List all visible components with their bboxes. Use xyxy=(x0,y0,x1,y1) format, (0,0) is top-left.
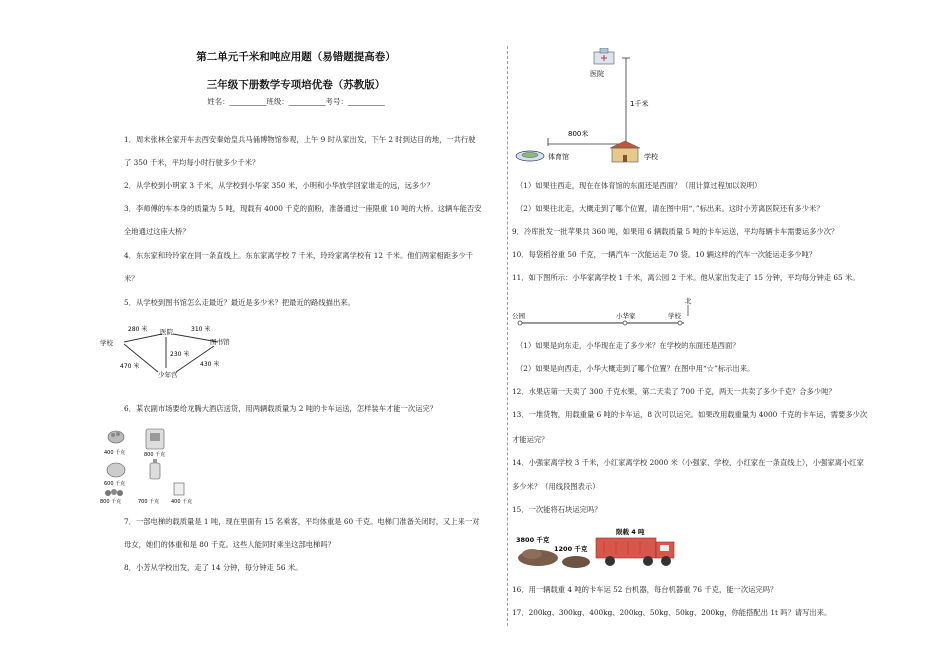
point-park xyxy=(518,321,522,325)
line-diagram-q11 xyxy=(512,296,712,326)
question-12: 12．水果店第一天卖了 300 千克水果，第二天卖了 700 千克，两天一共卖了多少千克？合多少吨？ xyxy=(512,387,836,396)
stone-pile-1 xyxy=(518,549,558,566)
question-10: 10．每袋稻谷重 50 千克，一辆汽车一次能运走 70 袋。10 辆这样的汽车一次能运走多少吨？ xyxy=(512,250,817,259)
question-1-line-2: 了 350 千米，平均每小时行驶多少千米？ xyxy=(124,158,260,167)
question-3-cont: 全地通过这座大桥？ xyxy=(124,227,190,236)
question-8-part-1: （1）如果往西走，现在在体育馆的东面还是西面？（用计算过程加以说明） xyxy=(516,181,762,190)
question-6: 6．某农副市场要给龙腾大酒店送货，用两辆载质量为 2 吨的卡车运送，怎样装车才能一次运完？ xyxy=(124,404,438,413)
question-11: 11．如下图所示：小华家离学校 1 千米，离公园 2 千米。他从家出发走了 15 分钟，平均每分钟走 65 米。 xyxy=(512,273,860,282)
stone-pile-2 xyxy=(562,556,590,568)
stone-weight-2: 1200 千克 xyxy=(554,545,588,553)
question-9: 9．冷库批发一批苹果共 360 吨，如果用 6 辆载质量 5 吨的卡车运送，平均每辆卡车需要运多少次？ xyxy=(512,227,839,236)
worksheet-subtitle: 三年级下册数学专项培优卷（苏教版） xyxy=(206,79,386,91)
place-hospital: 医院 xyxy=(160,328,173,336)
distance-hospital-youth: 230 米 xyxy=(170,351,190,358)
goods-weight-5: 700 千克 xyxy=(138,499,160,505)
place-school: 学校 xyxy=(100,339,113,347)
question-11-part-2: （2）如果是向西走，小华大概走到了哪个位置？在图中用“☆”标示出来。 xyxy=(516,364,755,373)
place-youth-palace: 少年宫 xyxy=(158,371,178,379)
hospital-icon xyxy=(594,48,614,64)
column-divider xyxy=(507,46,508,626)
truck-load-limit: 限载 4 吨 xyxy=(616,528,645,536)
goods-basket-1 xyxy=(108,431,124,443)
map-distance-vertical: 1千米 xyxy=(630,100,649,108)
road-school-hospital xyxy=(124,334,162,342)
question-11-part-1: （1）如果是向东走，小华现在走了多少米？在学校的东面还是西面？ xyxy=(516,341,740,350)
worksheet-title: 第二单元千米和吨应用题（易错题提高卷） xyxy=(196,51,396,63)
question-2: 2．从学校到小明家 3 千米，从学校到小华家 350 米，小明和小华放学回家谁走的远，远多少？ xyxy=(124,181,434,190)
route-map-q5 xyxy=(96,320,256,382)
question-17: 17．200kg、300kg、400kg、200kg、50kg、50kg、200kg，你能搭配出 1t 吗？请写出来。 xyxy=(512,608,832,617)
point-school xyxy=(678,321,682,325)
goods-weight-2: 800 千克 xyxy=(144,452,166,458)
goods-weight-1: 400 千克 xyxy=(104,450,126,456)
point-home xyxy=(623,321,627,325)
goods-bottle-4 xyxy=(150,459,160,479)
question-14-cont: 多少米？（用线段图表示） xyxy=(512,482,600,491)
question-4: 4．东东家和玲玲家在同一条直线上。东东家离学校 7 千米，玲玲家离学校有 12 千米。他们两家相距多少千 xyxy=(124,251,473,260)
goods-sack-3 xyxy=(107,463,125,477)
question-14: 14．小强家离学校 3 千米，小红家离学校 2000 米（小强家、学校、小红家在一条直线上），小强家离小红家 xyxy=(512,458,864,467)
goods-weight-6: 400 千克 xyxy=(171,499,193,505)
route-map-q8 xyxy=(512,48,692,168)
map-distance-horizontal: 800米 xyxy=(568,130,589,138)
road-youth-library xyxy=(176,346,214,372)
goods-heap-5 xyxy=(105,489,123,496)
stone-weight-1: 3800 千克 xyxy=(516,536,550,544)
question-5: 5．从学校到图书馆怎么走最近？最近是多少米？把最近的路线描出来。 xyxy=(124,298,355,307)
question-1-line-1: 1．周末张林全家开车去西安秦始皇兵马俑博物馆参观，上午 9 时从家出发，下午 2 时到达目的地，一共行驶 xyxy=(124,135,476,144)
question-1 xyxy=(124,134,476,145)
map-label-stadium: 体育馆 xyxy=(548,153,569,161)
goods-pictures-q6 xyxy=(96,425,206,505)
line-label-home: 小华家 xyxy=(616,312,636,320)
goods-box-6 xyxy=(174,483,184,495)
question-13-cont: 才能运完？ xyxy=(512,435,549,444)
goods-weight-4: 800 千克 xyxy=(100,499,122,505)
distance-school-hospital: 280 米 xyxy=(128,326,148,333)
student-info-line: 姓名：__________班级：__________考号：__________ xyxy=(207,97,385,106)
question-15: 15．一次能将石块运完吗？ xyxy=(512,505,602,514)
question-4-cont: 米？ xyxy=(124,274,139,283)
question-3: 3．李师傅的车本身的质量为 5 吨，现载有 4000 千克的面粉，准备通过一座限重 10 吨的大桥。这辆车能否安 xyxy=(124,204,482,213)
place-library: 图书馆 xyxy=(210,338,230,346)
line-label-school: 学校 xyxy=(668,312,681,320)
question-1-cont xyxy=(124,157,259,168)
distance-youth-library: 430 米 xyxy=(200,361,220,368)
map-label-school: 学校 xyxy=(644,153,658,161)
map-label-hospital: 医院 xyxy=(590,70,604,78)
question-13: 13．一堆货物，用载重量 6 吨的卡车运，8 次可以运完。如果改用载重量为 4000 千克的卡车运，需要多少次 xyxy=(512,410,868,419)
line-label-park: 公园 xyxy=(512,312,525,320)
goods-bag-2 xyxy=(146,429,164,449)
question-8-part-2: （2）如果往北走，大概走到了哪个位置，请在图中用“．”标出来。这时小芳离医院还有多少米？ xyxy=(516,204,824,213)
truck-icon xyxy=(596,538,674,566)
stones-truck-q15 xyxy=(512,524,712,570)
stadium-icon xyxy=(516,151,544,161)
question-16: 16．用一辆载重 4 吨的卡车运 52 台机器，每台机器重 76 千克，能一次运完吗？ xyxy=(512,585,778,594)
question-7-cont: 母女，她们的体重和是 80 千克。这些人能同时乘坐这部电梯吗？ xyxy=(124,540,335,549)
distance-school-youth: 470 米 xyxy=(120,363,140,370)
question-8: 8．小芳从学校出发，走了 14 分钟，每分钟走 56 米。 xyxy=(124,563,303,572)
question-7: 7．一部电梯的载质量是 1 吨，现在里面有 15 名乘客，平均体重是 60 千克。电梯门准备关闭时，又上来一对 xyxy=(124,517,480,526)
distance-hospital-library: 310 米 xyxy=(191,326,211,333)
goods-weight-3: 600 千克 xyxy=(104,481,126,487)
north-label: 北 xyxy=(685,297,692,305)
